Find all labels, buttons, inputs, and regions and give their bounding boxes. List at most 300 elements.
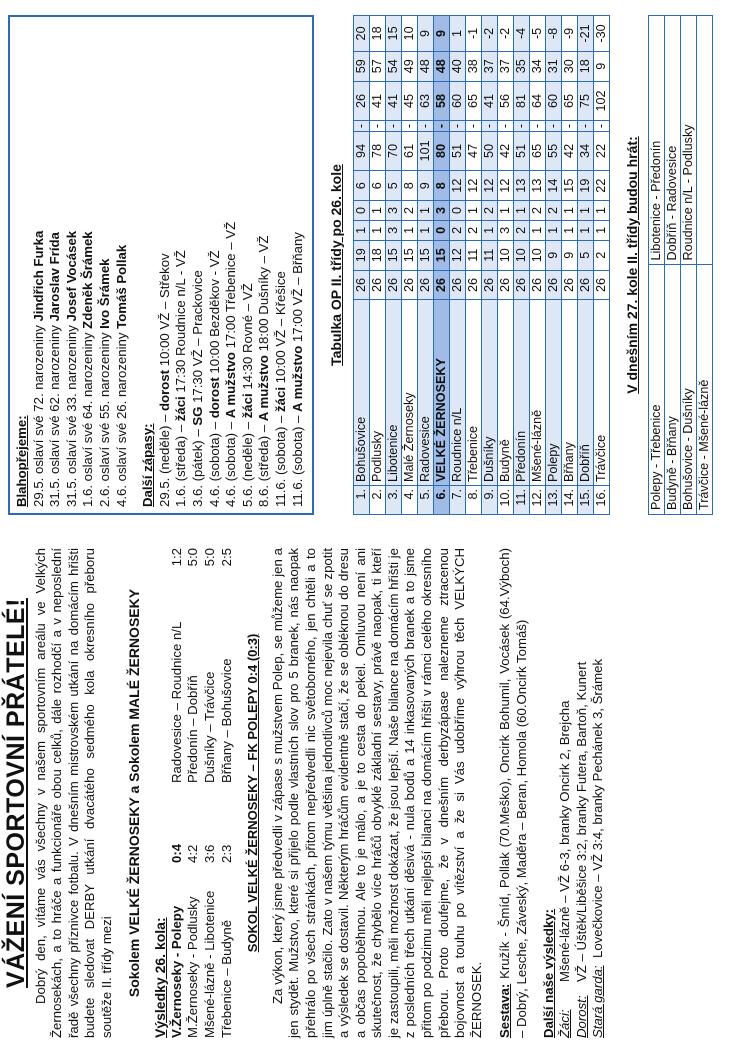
table-cell: 47 bbox=[465, 131, 481, 171]
next-match-item bbox=[290, 23, 307, 507]
result-row bbox=[169, 803, 186, 1038]
table-cell: 3 bbox=[385, 201, 401, 221]
table-row bbox=[513, 16, 529, 515]
table-cell: 65 bbox=[529, 131, 545, 171]
table-cell: 48 bbox=[433, 51, 449, 81]
other-result-row bbox=[590, 548, 607, 1038]
table-cell: 20 bbox=[353, 16, 369, 52]
lineup-text: Kružík - Šmíd, Pollak (70.Meško), Oncirk Bohumil, Vocásek (64.Výboch) – Dobrý, Lesche, Záveský, Maděra – Beran, Homola (60.Oncirk Tomáš) bbox=[497, 547, 530, 1038]
congrats-text: 1.6. oslaví své 64. narozeniny bbox=[80, 328, 96, 507]
congrats-name: Ivo Šrámek bbox=[96, 258, 112, 329]
table-cell: 7. bbox=[449, 486, 465, 515]
next-match-detail: 17:30 VŽ – Prackovice bbox=[189, 270, 205, 407]
table-cell: -4 bbox=[513, 16, 529, 52]
table-cell: 26 bbox=[385, 270, 401, 300]
fixture-row bbox=[649, 16, 665, 515]
page-heading: VÁŽENÍ SPORTOVNÍ PŘÁTELÉ! bbox=[2, 598, 30, 988]
table-cell: 2 bbox=[593, 240, 609, 270]
table-cell: 38 bbox=[465, 51, 481, 81]
fixture-cell: Roudnice n/L - Podlusky bbox=[681, 16, 697, 266]
table-cell: Radovesice bbox=[417, 300, 433, 486]
table-cell: 2 bbox=[481, 201, 497, 221]
next-match-category: A mužstvo bbox=[289, 345, 305, 412]
result-score: 5:0 bbox=[201, 548, 217, 567]
table-cell: Budyně bbox=[497, 300, 513, 486]
table-cell: 11 bbox=[481, 240, 497, 270]
congrats-list bbox=[31, 23, 131, 507]
table-cell: 50 bbox=[481, 131, 497, 171]
table-cell: 26 bbox=[593, 270, 609, 300]
table-cell: 31 bbox=[545, 51, 561, 81]
result-teams: Břňany – Bohušovice bbox=[218, 658, 234, 783]
table-cell: 26 bbox=[561, 270, 577, 300]
result-teams: Mšené-lázně - Libotenice bbox=[201, 890, 217, 1038]
table-cell: 15 bbox=[385, 240, 401, 270]
table-cell: -9 bbox=[561, 16, 577, 52]
table-cell: 12 bbox=[465, 171, 481, 201]
result-teams: Radovesice – Roudnice n/L bbox=[168, 621, 184, 783]
table-cell: 2 bbox=[513, 220, 529, 240]
table-cell: 12 bbox=[449, 240, 465, 270]
next-match-detail: 17:30 Roudnice n/L - VŽ bbox=[173, 250, 189, 397]
table-cell: 61 bbox=[401, 131, 417, 171]
table-cell: 6 bbox=[353, 171, 369, 201]
table-cell: 13 bbox=[529, 171, 545, 201]
fixture-row bbox=[665, 16, 681, 515]
table-cell: Malé Žernoseky bbox=[401, 300, 417, 486]
result-row bbox=[219, 803, 236, 1038]
next-match-category: dorost bbox=[206, 377, 222, 419]
table-cell: Dobříň bbox=[577, 300, 593, 486]
table-cell: 51 bbox=[449, 131, 465, 171]
table-cell: Trávčice bbox=[593, 300, 609, 486]
table-cell: 15 bbox=[561, 171, 577, 201]
next-match-item bbox=[223, 23, 240, 507]
table-cell: VELKÉ ŽERNOSEKY bbox=[433, 300, 449, 486]
table-cell: 5 bbox=[385, 171, 401, 201]
next-match-item bbox=[173, 23, 190, 507]
table-cell: 13. bbox=[545, 486, 561, 515]
table-cell: 22 bbox=[593, 171, 609, 201]
result-score: 4:2 bbox=[185, 844, 201, 863]
table-cell: 18 bbox=[369, 240, 385, 270]
fixture-row bbox=[697, 16, 713, 515]
table-cell: 49 bbox=[401, 51, 417, 81]
results-column-right bbox=[169, 548, 235, 803]
table-cell: - bbox=[577, 121, 593, 131]
result-teams: Předonín – Dobříň bbox=[185, 675, 201, 783]
table-cell: - bbox=[401, 121, 417, 131]
table-cell: 41 bbox=[369, 81, 385, 121]
result-row bbox=[202, 803, 219, 1038]
table-cell: 1 bbox=[369, 220, 385, 240]
table-cell: 26 bbox=[513, 270, 529, 300]
table-cell: -2 bbox=[497, 16, 513, 52]
congrats-name: Jaroslav Frída bbox=[47, 232, 63, 322]
table-row bbox=[433, 16, 449, 515]
table-cell: 1 bbox=[561, 220, 577, 240]
next-matches-title: Další zápasy: bbox=[140, 423, 156, 507]
table-cell: 26 bbox=[497, 270, 513, 300]
other-result-text: Lovečkovice – VŽ 3:4, branky Pechánek 3, Šrámek bbox=[590, 658, 606, 958]
table-cell: 1 bbox=[577, 201, 593, 221]
table-cell: 12 bbox=[497, 171, 513, 201]
next-match-category: A mužstvo bbox=[223, 352, 239, 419]
table-cell: 3 bbox=[433, 201, 449, 221]
table-cell: 51 bbox=[513, 131, 529, 171]
table-cell: Roudnice n/L bbox=[449, 300, 465, 486]
match-subheading: Sokolem VELKÉ ŽERNOSEKY a Sokolem MALÉ ŽERNOSEKY bbox=[125, 588, 142, 998]
next-match-date: 11.6. (sobota) – bbox=[289, 411, 305, 507]
table-cell: 41 bbox=[481, 81, 497, 121]
table-cell: 13 bbox=[513, 171, 529, 201]
table-cell: 0 bbox=[353, 201, 369, 221]
table-cell: 41 bbox=[385, 81, 401, 121]
next-match-category: žáci bbox=[239, 393, 255, 419]
table-cell: 102 bbox=[593, 81, 609, 121]
table-cell: 9 bbox=[561, 240, 577, 270]
next-match-detail: 10:00 VŽ – Křešice bbox=[272, 271, 288, 387]
table-cell: 15 bbox=[417, 240, 433, 270]
result-score: 3:6 bbox=[201, 844, 217, 863]
next-match-date: 8.6. (středa) – bbox=[256, 421, 272, 507]
lineup bbox=[497, 548, 530, 1038]
other-results-title: Další naše výsledky: bbox=[540, 908, 556, 1038]
table-cell: 10 bbox=[529, 240, 545, 270]
result-row bbox=[219, 548, 236, 783]
congrats-text: 31.5. oslaví své 62. narozeniny bbox=[47, 321, 63, 507]
table-cell: 5. bbox=[417, 486, 433, 515]
table-cell: 8. bbox=[465, 486, 481, 515]
next-match-date: 4.6. (sobota) – bbox=[223, 418, 239, 507]
congrats-item bbox=[47, 23, 64, 507]
table-cell: 2 bbox=[449, 220, 465, 240]
result-teams: Dušníky – Trávčice bbox=[201, 671, 217, 783]
results-title: Výsledky 26. kola: bbox=[152, 917, 169, 1038]
table-row bbox=[481, 16, 497, 515]
congrats-text: 29.5. oslaví své 72. narozeniny bbox=[30, 321, 46, 507]
table-cell: 14 bbox=[545, 171, 561, 201]
other-result-row bbox=[557, 548, 574, 1038]
table-row bbox=[497, 16, 513, 515]
table-cell: 48 bbox=[417, 51, 433, 81]
table-cell: - bbox=[449, 121, 465, 131]
table-cell: Dušníky bbox=[481, 300, 497, 486]
table-cell: 26 bbox=[577, 270, 593, 300]
next-matches-list bbox=[157, 23, 306, 507]
table-cell: Polepy bbox=[545, 300, 561, 486]
table-cell: 8 bbox=[401, 171, 417, 201]
table-cell: 9. bbox=[481, 486, 497, 515]
table-cell: -8 bbox=[545, 16, 561, 52]
table-cell: Předonín bbox=[513, 300, 529, 486]
table-row bbox=[401, 16, 417, 515]
table-cell: - bbox=[417, 121, 433, 131]
table-cell: 26 bbox=[369, 270, 385, 300]
table-cell: 1 bbox=[593, 201, 609, 221]
table-cell: - bbox=[369, 121, 385, 131]
other-result-text: Mšené-lázně – VŽ 6-3, branky Oncirk 2, Brejcha bbox=[557, 700, 573, 982]
table-cell: 12 bbox=[481, 171, 497, 201]
table-cell: 64 bbox=[529, 81, 545, 121]
fixture-cell: Trávčice - Mšené-lázně bbox=[697, 265, 713, 515]
table-cell: 1 bbox=[577, 220, 593, 240]
table-cell: 1 bbox=[513, 201, 529, 221]
table-cell: 22 bbox=[593, 131, 609, 171]
table-row bbox=[417, 16, 433, 515]
next-match-item bbox=[157, 23, 174, 507]
info-box bbox=[8, 15, 314, 515]
result-score: 2:3 bbox=[218, 844, 234, 863]
table-cell: Břňany bbox=[561, 300, 577, 486]
other-result-category: Žáci: bbox=[557, 1009, 573, 1038]
table-cell: 5 bbox=[577, 240, 593, 270]
fixture-cell: Libotenice - Předonín bbox=[649, 16, 665, 266]
table-cell: 26 bbox=[465, 270, 481, 300]
intro-paragraph: Dobrý den, vítáme vás všechny v našem sportovním areálu ve Velkých Žernosekách, a to hráče a funkcionáře obou celků, dále rozhodčí a v neposlední řadě všechny příznivce fotbalu. V dnešním mistrovském utkání na domácím hřišti budete sledovat DERBY utkání dvacátého sedmého kola okresního přeboru soutěže II. třídy mezi bbox=[32, 548, 114, 1038]
fixture-cell bbox=[697, 16, 713, 266]
table-cell: 26 bbox=[529, 270, 545, 300]
table-cell: -30 bbox=[593, 16, 609, 52]
table-cell: 2 bbox=[529, 201, 545, 221]
table-cell: 11. bbox=[513, 486, 529, 515]
table-cell: 19 bbox=[577, 171, 593, 201]
table-cell: 75 bbox=[577, 81, 593, 121]
table-cell: 1 bbox=[593, 220, 609, 240]
match-title: SOKOL VELKÉ ŽERNOSEKY – FK POLEPY 0:4 (0:3) bbox=[245, 633, 261, 953]
fixture-cell: Budyně - Břňany bbox=[665, 265, 681, 515]
congrats-text: 31.5. oslaví své 33. narozeniny bbox=[63, 321, 79, 507]
table-cell: 10. bbox=[497, 486, 513, 515]
result-score: 2:5 bbox=[218, 548, 234, 567]
next-match-category: žáci bbox=[173, 396, 189, 422]
other-result-category: Stará garda: bbox=[590, 965, 606, 1038]
next-match-date: 5.6. (neděle) – bbox=[239, 418, 255, 507]
results-column-left bbox=[169, 803, 235, 1038]
congrats-item bbox=[97, 23, 114, 507]
next-match-date: 11.6. (sobota) – bbox=[272, 411, 288, 507]
table-cell: 101 bbox=[417, 131, 433, 171]
table-cell: 34 bbox=[577, 131, 593, 171]
table-cell: 15 bbox=[433, 240, 449, 270]
result-score: 0:4 bbox=[168, 843, 184, 863]
result-teams: Třebenice – Budyně bbox=[218, 919, 234, 1038]
table-cell: 56 bbox=[497, 81, 513, 121]
table-row bbox=[545, 16, 561, 515]
table-cell: 94 bbox=[353, 131, 369, 171]
table-cell: 2 bbox=[401, 201, 417, 221]
table-cell: 1 bbox=[353, 220, 369, 240]
table-cell: Bohušovice bbox=[353, 300, 369, 486]
table-cell: 12. bbox=[529, 486, 545, 515]
table-cell: 4. bbox=[401, 486, 417, 515]
table-cell: 3. bbox=[385, 486, 401, 515]
table-cell: 26 bbox=[433, 270, 449, 300]
table-cell: 60 bbox=[449, 81, 465, 121]
congrats-text: 4.6. oslaví své 26. narozeniny bbox=[113, 328, 129, 507]
table-row bbox=[593, 16, 609, 515]
round-title: V dnešním 27. kole II. třídy budou hrát: bbox=[623, 136, 640, 394]
next-match-detail: 17:00 Třebenice – VŽ bbox=[223, 221, 239, 353]
table-cell: 9 bbox=[417, 16, 433, 52]
table-cell: 15. bbox=[577, 486, 593, 515]
table-cell: 18 bbox=[369, 16, 385, 52]
fixture-cell: Dobříň - Radovesice bbox=[665, 16, 681, 266]
table-cell: - bbox=[513, 121, 529, 131]
table-cell: 1 bbox=[417, 201, 433, 221]
next-match-item bbox=[256, 23, 273, 507]
next-match-detail: 18:00 Dušníky – VŽ bbox=[256, 235, 272, 356]
next-match-detail: 10:00 Bezděkov - VŽ bbox=[206, 250, 222, 378]
table-cell: 2 bbox=[465, 220, 481, 240]
table-cell: 0 bbox=[449, 201, 465, 221]
result-score: 1:2 bbox=[168, 548, 184, 567]
table-cell: 6. bbox=[433, 486, 449, 515]
table-cell: 65 bbox=[465, 81, 481, 121]
table-cell: -1 bbox=[465, 16, 481, 52]
table-cell: 1 bbox=[545, 220, 561, 240]
table-cell: 58 bbox=[433, 81, 449, 121]
table-cell: 34 bbox=[529, 51, 545, 81]
table-cell: 18 bbox=[577, 51, 593, 81]
table-row bbox=[577, 16, 593, 515]
left-page bbox=[2, 547, 738, 1038]
table-cell: 60 bbox=[545, 81, 561, 121]
other-result-text: VŽ – Úštěk/Liběšice 3:2, branky Futera, Bartoň, Kunert bbox=[573, 661, 589, 982]
table-cell: 37 bbox=[497, 51, 513, 81]
next-match-date: 3.6. (pátek) – bbox=[189, 425, 205, 507]
fixture-cell: Bohušovice - Dušníky bbox=[681, 265, 697, 515]
table-cell: - bbox=[433, 121, 449, 131]
fixture-row bbox=[681, 16, 697, 515]
table-cell: 10 bbox=[513, 240, 529, 270]
table-cell: 9 bbox=[593, 51, 609, 81]
next-match-detail: 14:30 Rovné – VŽ bbox=[239, 283, 255, 394]
congrats-name: Josef Vocásek bbox=[63, 230, 79, 322]
lineup-label: Sestava: bbox=[497, 983, 513, 1038]
congrats-text: 2.6. oslaví své 55. narozeniny bbox=[96, 328, 112, 507]
table-cell: - bbox=[353, 121, 369, 131]
table-cell: 1 bbox=[529, 220, 545, 240]
table-cell: 26 bbox=[353, 270, 369, 300]
result-row bbox=[202, 548, 219, 783]
table-cell: 9 bbox=[545, 240, 561, 270]
table-cell: 1 bbox=[481, 220, 497, 240]
fixture-cell: Polepy - Třebenice bbox=[649, 265, 665, 515]
table-cell: 26 bbox=[545, 270, 561, 300]
table-cell: 0 bbox=[433, 220, 449, 240]
table-cell: - bbox=[497, 121, 513, 131]
congrats-name: Jindřich Furka bbox=[30, 230, 46, 322]
table-cell: 1 bbox=[449, 16, 465, 52]
next-match-item bbox=[273, 23, 290, 507]
table-cell: 1 bbox=[465, 201, 481, 221]
table-cell: - bbox=[465, 121, 481, 131]
table-cell: 26 bbox=[401, 270, 417, 300]
table-cell: 3 bbox=[385, 220, 401, 240]
result-row bbox=[185, 548, 202, 783]
table-cell: 78 bbox=[369, 131, 385, 171]
congrats-item bbox=[31, 23, 48, 507]
next-match-item bbox=[240, 23, 257, 507]
table-cell: 54 bbox=[385, 51, 401, 81]
next-match-date: 4.6. (sobota) – bbox=[206, 418, 222, 507]
table-cell: 1 bbox=[369, 201, 385, 221]
congrats-name: Zdeněk Šrámek bbox=[80, 231, 96, 329]
result-teams: V.Žernoseky - Polepy bbox=[168, 905, 184, 1038]
congrats-item bbox=[80, 23, 97, 507]
table-cell: 3 bbox=[497, 220, 513, 240]
table-cell: Třebenice bbox=[465, 300, 481, 486]
congrats-item bbox=[64, 23, 81, 507]
table-cell: - bbox=[545, 121, 561, 131]
table-cell: 55 bbox=[545, 131, 561, 171]
table-cell: 10 bbox=[497, 240, 513, 270]
match-report: Za výkon, který jsme předvedli v zápase s mužstvem Polep, se můžeme jen a jen stydět. Mužstvo, které si přijelo podle vlastních slov pro 5 branek, nás naopak přehrálo po všech stránkách, přitom nepředvedli nic světoborného, jen chtěli a to jim úplně stačilo. Zato v našem týmu většina jednotlivců moc nejevila chuť se zpotit a výsledek se dostavil. Některým hráčům evidentně stačí, že se obléknou do dresu a občas popoběhnou. Ale to je málo, a je to cesta do pekel. Omluvou není ani skutečnost, že chybělo více hráčů obvyklé základní sestavy, právě naopak, ti kteří je zastoupili, měli možnost dokázat, že jsou lepší. Naše bilance na domácím hřišti je z posledních třech utkání děsivá - nula bodů a 14 inkasovaných branek a to jsme přitom po podzimu měli nejlepší bilanci na domácím hřišti v rámci celého okresního přeboru. Proto doufejme, že v dnešním derbyzápase nalezneme ztracenou bojovnost a touhu po vítězství a že si Vás udobříme výhrou těch VELKÝCH ŽERNOSEK. bbox=[269, 548, 484, 1038]
table-cell: -2 bbox=[481, 16, 497, 52]
result-teams: M.Žernoseky - Podlusky bbox=[185, 896, 201, 1038]
table-row bbox=[385, 16, 401, 515]
next-match-date: 1.6. (středa) – bbox=[173, 421, 189, 507]
table-row bbox=[353, 16, 369, 515]
table-cell: 63 bbox=[417, 81, 433, 121]
other-results bbox=[557, 548, 607, 1038]
table-cell: 65 bbox=[561, 81, 577, 121]
standings-table bbox=[353, 15, 610, 515]
table-cell: 1 bbox=[497, 201, 513, 221]
table-cell: -21 bbox=[577, 16, 593, 52]
table-cell: 57 bbox=[369, 51, 385, 81]
table-cell: 10 bbox=[401, 16, 417, 52]
next-match-category: A mužstvo bbox=[256, 355, 272, 422]
table-cell: 42 bbox=[561, 131, 577, 171]
table-cell: 9 bbox=[417, 171, 433, 201]
result-row bbox=[185, 803, 202, 1038]
table-cell: Mšené-lázně bbox=[529, 300, 545, 486]
table-cell: 1 bbox=[561, 201, 577, 221]
table-cell: 15 bbox=[385, 16, 401, 52]
other-result-category: Dorost: bbox=[573, 995, 589, 1038]
table-cell: 1. bbox=[353, 486, 369, 515]
table-cell: - bbox=[481, 121, 497, 131]
table-cell: 14. bbox=[561, 486, 577, 515]
table-cell: 8 bbox=[433, 171, 449, 201]
table-cell: 81 bbox=[513, 81, 529, 121]
table-row bbox=[369, 16, 385, 515]
table-row bbox=[449, 16, 465, 515]
congrats-title: Blahopřejeme: bbox=[14, 415, 29, 507]
table-cell: 26 bbox=[353, 81, 369, 121]
table-cell: - bbox=[529, 121, 545, 131]
table-cell: 80 bbox=[433, 131, 449, 171]
table-row bbox=[465, 16, 481, 515]
table-cell: 35 bbox=[513, 51, 529, 81]
result-score: 5:0 bbox=[185, 548, 201, 567]
result-row bbox=[169, 548, 186, 783]
table-title: Tabulka OP II. třídy po 26. kole bbox=[328, 164, 345, 366]
round-fixtures-table bbox=[648, 15, 713, 515]
table-cell: - bbox=[385, 121, 401, 131]
table-cell: 42 bbox=[497, 131, 513, 171]
other-result-row bbox=[574, 548, 591, 1038]
table-cell: Podlusky bbox=[369, 300, 385, 486]
next-match-category: dorost bbox=[156, 369, 172, 411]
table-row bbox=[561, 16, 577, 515]
table-cell: 15 bbox=[401, 240, 417, 270]
congrats-name: Tomáš Pollak bbox=[113, 244, 129, 329]
table-cell: - bbox=[593, 121, 609, 131]
table-cell: 9 bbox=[433, 16, 449, 52]
